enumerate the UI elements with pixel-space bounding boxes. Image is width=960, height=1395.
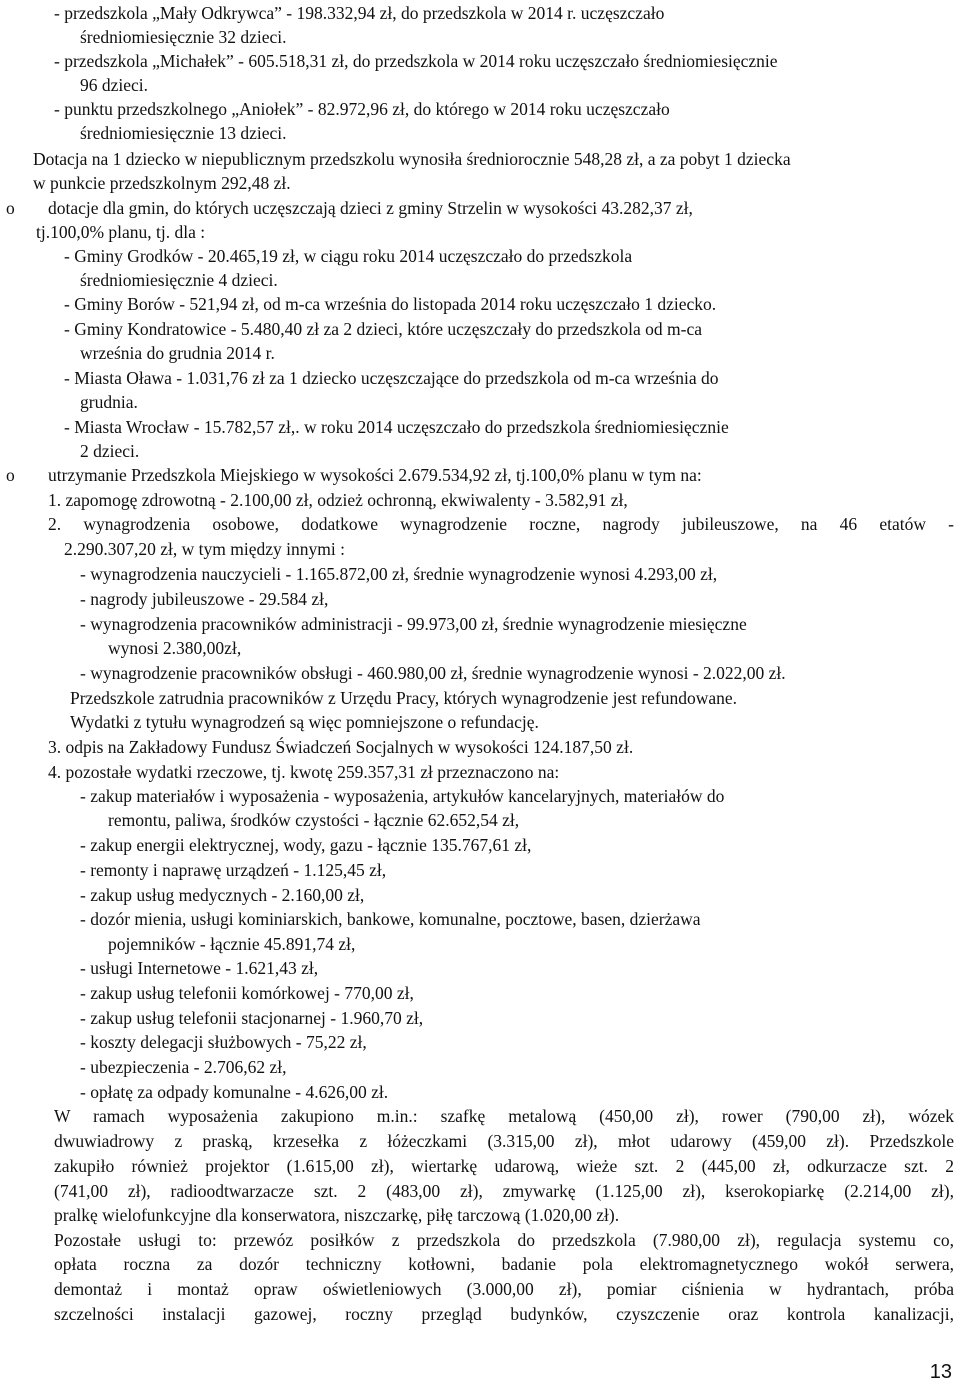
bullet-marker: o (6, 198, 15, 218)
text-line: - Gminy Kondratowice - 5.480,40 zł za 2 dzieci, które uczęszczały do przedszkola od m-ca (64, 319, 703, 339)
text-line: Pozostałe usługi to: przewóz posiłków z przedszkola do przedszkola (7.980,00 zł), regulacja systemu co, (54, 1230, 954, 1250)
text-line: - zakup usług telefonii stacjonarnej - 1.960,70 zł, (80, 1008, 424, 1028)
text-line: pralkę wielofunkcyjne dla konserwatora, niszczarkę, piłę tarczową (1.020,00 zł). (54, 1205, 620, 1225)
text-line: W ramach wyposażenia zakupiono m.in.: szafkę metalową (450,00 zł), rower (790,00 zł), wózek (54, 1106, 954, 1126)
text-line: - Gminy Borów - 521,94 zł, od m-ca września do listopada 2014 roku uczęszczało 1 dziecko. (64, 294, 717, 314)
text-line: - punktu przedszkolnego „Aniołek” - 82.972,96 zł, do którego w 2014 roku uczęszczało (54, 99, 670, 119)
text-line: - zakup energii elektrycznej, wody, gazu - łącznie 135.767,61 zł, (80, 835, 532, 855)
text-line: w punkcie przedszkolnym 292,48 zł. (33, 173, 291, 193)
text-line: - zakup usług telefonii komórkowej - 770,00 zł, (80, 983, 414, 1003)
text-line: grudnia. (80, 392, 138, 412)
text-line: 96 dzieci. (80, 75, 149, 95)
text-line: remontu, paliwa, środków czystości - łącznie 62.652,54 zł, (108, 810, 520, 830)
text-line: tj.100,0% planu, tj. dla : (36, 222, 206, 242)
text-line: - wynagrodzenia nauczycieli - 1.165.872,00 zł, średnie wynagrodzenie wynosi 4.293,00 zł, (80, 564, 718, 584)
text-line: 4. pozostałe wydatki rzeczowe, tj. kwotę 259.357,31 zł przeznaczono na: (48, 762, 560, 782)
text-line: - usługi Internetowe - 1.621,43 zł, (80, 958, 319, 978)
text-line: - wynagrodzenie pracowników obsługi - 460.980,00 zł, średnie wynagrodzenie wynosi - 2.022,00 zł. (80, 663, 786, 683)
text-line: września do grudnia 2014 r. (80, 343, 275, 363)
text-line: opłata roczna za dozór techniczny kotłowni, badanie pola elektromagnetycznego wokół serwera, (54, 1254, 954, 1274)
bullet-marker: o (6, 465, 15, 485)
text-line: Przedszkole zatrudnia pracowników z Urzędu Pracy, których wynagrodzenie jest refundowane. (70, 688, 738, 708)
text-line: demontaż i montaż opraw oświetleniowych (3.000,00 zł), pomiar ciśnienia w hydrantach, próba (54, 1279, 954, 1299)
text-line: - opłatę za odpady komunalne - 4.626,00 zł. (80, 1082, 389, 1102)
text-line: średniomiesięcznie 32 dzieci. (80, 27, 287, 47)
page-number: 13 (929, 1361, 952, 1383)
text-line: - nagrody jubileuszowe - 29.584 zł, (80, 589, 329, 609)
text-line: Wydatki z tytułu wynagrodzeń są więc pomniejszone o refundację. (70, 712, 539, 732)
text-line: dwuwiadrowy z praską, krzesełka z łóżeczkami (3.315,00 zł), młot udarowy (459,00 zł). Przedszkole (54, 1131, 954, 1151)
text-line: - Gminy Grodków - 20.465,19 zł, w ciągu roku 2014 uczęszczało do przedszkola (64, 246, 633, 266)
text-line: 2. wynagrodzenia osobowe, dodatkowe wynagrodzenie roczne, nagrody jubileuszowe, na 46 etatów - (48, 514, 954, 534)
text-line: średniomiesięcznie 13 dzieci. (80, 123, 287, 143)
text-line: - zakup usług medycznych - 2.160,00 zł, (80, 885, 365, 905)
text-line: zakupiło również projektor (1.615,00 zł), wiertarkę udarową, wieże szt. 2 (445,00 zł, odkurzacze szt. 2 (54, 1156, 954, 1176)
text-line: dotacje dla gmin, do których uczęszczają dzieci z gminy Strzelin w wysokości 43.282,37 zł, (48, 198, 693, 218)
text-line: szczelności instalacji gazowej, roczny przegląd budynków, czyszczenie oraz kontrola kanalizacji, (54, 1304, 954, 1324)
text-line: - przedszkola „Michałek” - 605.518,31 zł, do przedszkola w 2014 roku uczęszczało średniomiesięcznie (54, 51, 778, 71)
text-line: - Miasta Wrocław - 15.782,57 zł,. w roku 2014 uczęszczało do przedszkola średniomiesięcznie (64, 417, 729, 437)
text-line: - dozór mienia, usługi kominiarskich, bankowe, komunalne, pocztowe, basen, dzierżawa (80, 909, 701, 929)
text-line: - zakup materiałów i wyposażenia - wyposażenia, artykułów kancelaryjnych, materiałów do (80, 786, 725, 806)
text-line: utrzymanie Przedszkola Miejskiego w wysokości 2.679.534,92 zł, tj.100,0% planu w tym na: (48, 465, 702, 485)
text-line: 2 dzieci. (80, 441, 140, 461)
text-line: pojemników - łącznie 45.891,74 zł, (108, 934, 356, 954)
text-line: Dotacja na 1 dziecko w niepublicznym przedszkolu wynosiła średniorocznie 548,28 zł, a za pobyt 1 dziecka (33, 149, 791, 169)
text-line: 3. odpis na Zakładowy Fundusz Świadczeń Socjalnych w wysokości 124.187,50 zł. (48, 737, 634, 757)
text-line: - ubezpieczenia - 2.706,62 zł, (80, 1057, 287, 1077)
text-line: (741,00 zł), radioodtwarzacze szt. 2 (483,00 zł), zmywarkę (1.125,00 zł), kserokopiarkę (2.214,00 zł), (54, 1181, 954, 1201)
text-line: 2.290.307,20 zł, w tym między innymi : (64, 539, 345, 559)
text-line: - wynagrodzenia pracowników administracji - 99.973,00 zł, średnie wynagrodzenie miesięczne (80, 614, 747, 634)
text-line: - Miasta Oława - 1.031,76 zł za 1 dziecko uczęszczające do przedszkola od m-ca września do (64, 368, 719, 388)
text-line: 1. zapomogę zdrowotną - 2.100,00 zł, odzież ochronną, ekwiwalenty - 3.582,91 zł, (48, 490, 628, 510)
text-line: - remonty i naprawę urządzeń - 1.125,45 zł, (80, 860, 387, 880)
text-line: - koszty delegacji służbowych - 75,22 zł, (80, 1032, 367, 1052)
text-line: wynosi 2.380,00zł, (108, 638, 242, 658)
text-line: średniomiesięcznie 4 dzieci. (80, 270, 278, 290)
text-line: - przedszkola „Mały Odkrywca” - 198.332,94 zł, do przedszkola w 2014 r. uczęszczało (54, 3, 665, 23)
